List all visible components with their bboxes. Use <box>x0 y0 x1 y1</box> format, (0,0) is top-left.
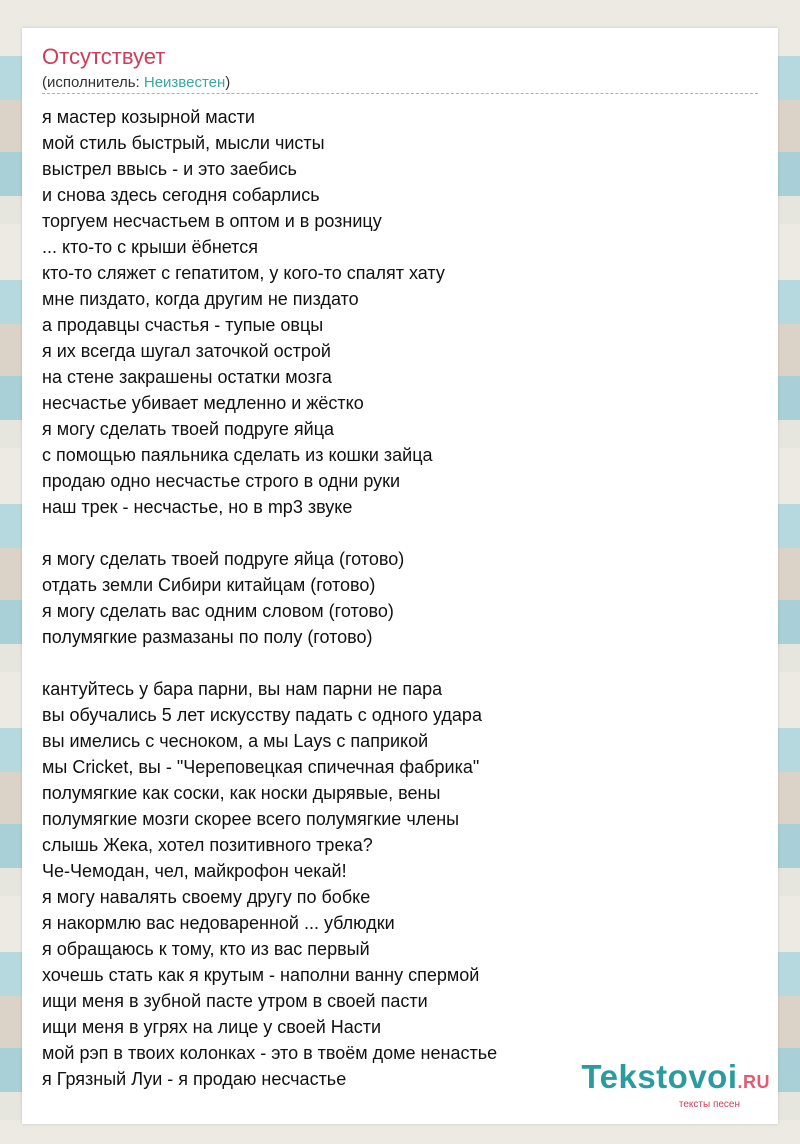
lyric-line: я могу сделать твоей подруге яйца (готово) <box>42 549 405 569</box>
artist-line <box>42 74 230 92</box>
lyric-line: слышь Жека, хотел позитивного трека? <box>42 835 373 855</box>
lyric-line: ищи меня в зубной пасте утром в своей пасти <box>42 991 428 1011</box>
artist-link[interactable]: Неизвестен <box>143 74 226 91</box>
lyric-line: кто-то сляжет с гепатитом, у кого-то спалят хату <box>42 263 445 283</box>
lyric-line: наш трек - несчастье, но в mp3 звуке <box>42 497 353 517</box>
lyric-line: мой стиль быстрый, мысли чисты <box>42 133 325 153</box>
site-logo[interactable] <box>581 1060 770 1110</box>
lyric-line: я могу сделать вас одним словом (готово) <box>42 601 394 621</box>
artist-label-close: ) <box>225 74 231 91</box>
logo-tagline: тексты песен <box>678 1099 740 1110</box>
lyric-line: с помощью паяльника сделать из кошки зайца <box>42 445 433 465</box>
divider <box>42 93 758 94</box>
artist-label-open: (исполнитель: <box>42 74 144 91</box>
lyric-line: отдать земли Сибири китайцам (готово) <box>42 575 376 595</box>
lyric-line: я могу навалять своему другу по бобке <box>42 887 371 907</box>
lyric-line: я мастер козырной масти <box>42 107 255 127</box>
lyric-line: я Грязный Луи - я продаю несчастье <box>42 1069 347 1089</box>
lyric-blank-line <box>42 650 762 676</box>
logo-tld: .RU <box>737 1072 770 1092</box>
lyric-line: ищи меня в угрях на лице у своей Насти <box>42 1017 382 1037</box>
lyric-line: хочешь стать как я крутым - наполни ванну спермой <box>42 965 480 985</box>
lyric-line: я их всегда шугал заточкой острой <box>42 341 331 361</box>
lyric-blank-line <box>42 520 762 546</box>
lyric-line: вы обучались 5 лет искусству падать с одного удара <box>42 705 482 725</box>
lyric-line: я накормлю вас недоваренной ... ублюдки <box>42 913 395 933</box>
lyric-line: я обращаюсь к тому, кто из вас первый <box>42 939 370 959</box>
song-title: Отсутствует <box>42 44 166 69</box>
lyrics-body <box>42 104 762 1092</box>
lyric-line: ... кто-то с крыши ёбнется <box>42 237 258 257</box>
lyric-line: вы имелись с чесноком, а мы Lays с паприкой <box>42 731 429 751</box>
lyric-line: и снова здесь сегодня собарлись <box>42 185 320 205</box>
logo-name: Tekstovoi <box>581 1058 738 1095</box>
lyric-line: полумягкие как соски, как носки дырявые, вены <box>42 783 441 803</box>
lyric-line: полумягкие размазаны по полу (готово) <box>42 627 373 647</box>
lyric-line: я могу сделать твоей подруге яйца <box>42 419 335 439</box>
lyric-line: Че-Чемодан, чел, майкрофон чекай! <box>42 861 347 881</box>
lyric-line: выстрел ввысь - и это заебись <box>42 159 297 179</box>
lyric-line: на стене закрашены остатки мозга <box>42 367 332 387</box>
lyric-line: а продавцы счастья - тупые овцы <box>42 315 324 335</box>
lyric-line: несчастье убивает медленно и жёстко <box>42 393 364 413</box>
lyric-line: полумягкие мозги скорее всего полумягкие члены <box>42 809 460 829</box>
lyric-line: кантуйтесь у бара парни, вы нам парни не пара <box>42 679 443 699</box>
lyric-line: торгуем несчастьем в оптом и в розницу <box>42 211 382 231</box>
lyric-line: мой рэп в твоих колонках - это в твоём доме ненастье <box>42 1043 498 1063</box>
lyric-line: мне пиздато, когда другим не пиздато <box>42 289 359 309</box>
lyric-line: мы Cricket, вы - "Череповецкая спичечная фабрика" <box>42 757 480 777</box>
lyric-line: продаю одно несчастье строго в одни руки <box>42 471 401 491</box>
lyrics-card <box>22 28 778 1124</box>
